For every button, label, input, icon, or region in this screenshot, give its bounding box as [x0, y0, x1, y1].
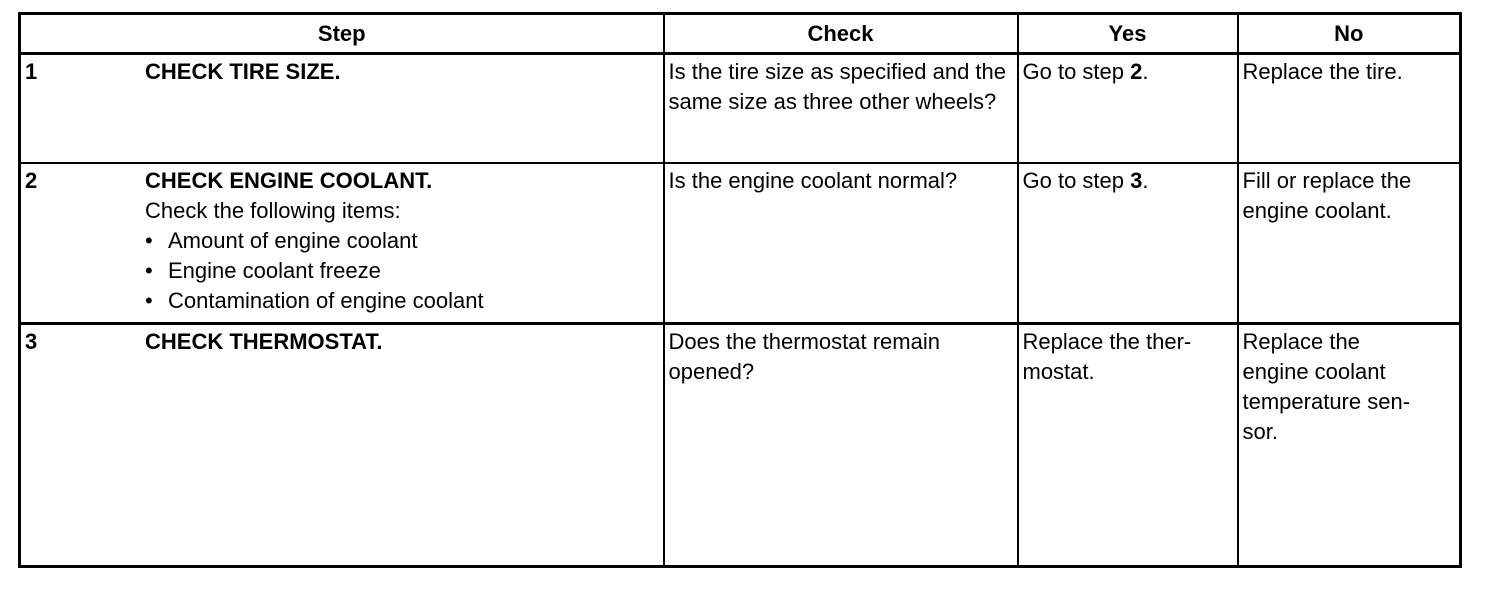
step-intro: Check the following items: — [145, 198, 401, 223]
yes-cell — [1018, 54, 1238, 164]
no-line: temperature sen- — [1242, 389, 1411, 414]
step-cell — [20, 163, 664, 324]
list-item-text: Contamination of engine coolant — [168, 288, 484, 313]
check-cell: Does the thermostat remain opened? — [664, 324, 1018, 567]
bullet-icon: • — [145, 228, 153, 253]
list-item-text: Amount of engine coolant — [168, 228, 418, 253]
bullet-icon: • — [145, 258, 153, 283]
step-number: 3 — [25, 329, 38, 354]
header-check: Check — [664, 14, 1018, 54]
step-title: CHECK TIRE SIZE. — [145, 59, 341, 84]
header-yes: Yes — [1018, 14, 1238, 54]
no-text: Fill or replace the engine coolant. — [1242, 168, 1412, 223]
list-item — [145, 256, 659, 286]
step-reference-link[interactable]: 2 — [1130, 59, 1143, 84]
no-line: sor. — [1242, 419, 1278, 444]
step-title: CHECK ENGINE COOLANT. — [145, 168, 433, 193]
yes-cell — [1018, 324, 1238, 567]
header-step: Step — [20, 14, 664, 54]
step-cell — [20, 54, 664, 164]
yes-text: Go to step — [1022, 168, 1131, 193]
yes-line: mostat. — [1022, 359, 1095, 384]
no-line: engine coolant — [1242, 359, 1386, 384]
yes-suffix: . — [1142, 59, 1149, 84]
step-number: 1 — [25, 59, 38, 84]
list-item — [145, 226, 659, 256]
step-number: 2 — [25, 168, 38, 193]
step-reference-link[interactable]: 3 — [1130, 168, 1143, 193]
no-cell — [1238, 163, 1461, 324]
check-items-list — [145, 226, 659, 316]
step-title: CHECK THERMOSTAT. — [145, 329, 383, 354]
header-no: No — [1238, 14, 1461, 54]
step-cell — [20, 324, 664, 567]
check-cell: Is the engine coolant normal? — [664, 163, 1018, 324]
yes-suffix: . — [1142, 168, 1149, 193]
header-row — [20, 14, 1461, 54]
no-cell — [1238, 324, 1461, 567]
no-line: Replace the — [1242, 329, 1360, 354]
table-row — [20, 54, 1461, 164]
table-row — [20, 163, 1461, 324]
yes-text: Go to step — [1022, 59, 1131, 84]
diagnostic-table — [18, 12, 1462, 568]
yes-line: Replace the ther- — [1022, 329, 1192, 354]
list-item — [145, 286, 659, 316]
no-cell: Replace the tire. — [1238, 54, 1461, 164]
table-row — [20, 324, 1461, 567]
yes-cell — [1018, 163, 1238, 324]
list-item-text: Engine coolant freeze — [168, 258, 381, 283]
check-cell: Is the tire size as specified and the same size as three other wheels? — [664, 54, 1018, 164]
bullet-icon: • — [145, 288, 153, 313]
